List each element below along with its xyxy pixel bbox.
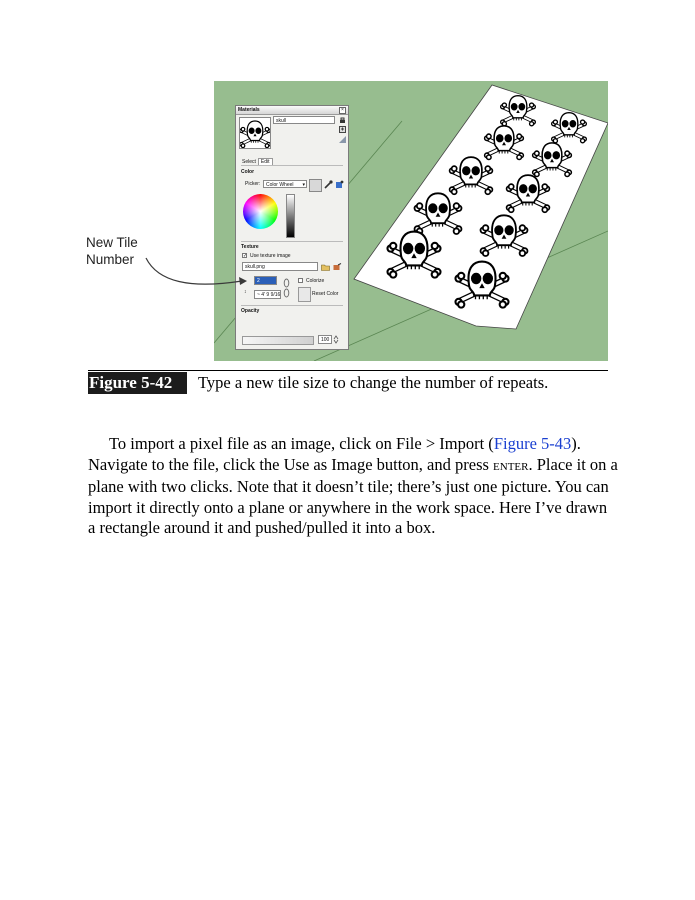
opacity-spinner-icon[interactable] <box>333 335 339 344</box>
reset-color-swatch[interactable] <box>298 287 311 302</box>
sample-paint-icon[interactable] <box>335 180 344 189</box>
paragraph-text-1: To import a pixel file as an image, click on File > Import ( <box>109 434 494 453</box>
paragraph-text-3: . Place it on a plane with two clicks. Note that it doesn’t tile; there’s just one picture. You can import it directly onto a plane or anywhere in the work space. Here I’ve drawn a rectangle around it and pushed/pulled it into a box. <box>88 454 618 537</box>
opacity-value-input[interactable]: 100 <box>318 335 332 344</box>
tile-height-input[interactable]: ~ 4' 9 9/16 <box>254 290 281 299</box>
panel-titlebar <box>236 106 348 115</box>
resize-arrows-icon: ↕ <box>244 289 247 295</box>
figure-caption <box>88 370 608 394</box>
body-text <box>88 434 618 539</box>
tab-select[interactable]: Select <box>242 159 256 165</box>
color-swatch <box>309 179 322 192</box>
picker-label: Picker: <box>245 181 261 187</box>
figure-number: Figure 5-42 <box>88 372 187 394</box>
link-chain-icon[interactable] <box>283 278 290 298</box>
callout-new-tile-number <box>86 234 138 268</box>
create-material-icon[interactable] <box>339 126 346 133</box>
figure-5-43-link[interactable]: Figure 5-43 <box>493 434 572 453</box>
divider <box>241 241 343 242</box>
colorize-checkbox[interactable] <box>298 278 303 283</box>
material-name-input[interactable]: skull <box>273 116 335 124</box>
figure-image <box>214 81 608 361</box>
default-material-icon[interactable] <box>339 136 346 143</box>
chevron-down-icon: ▾ <box>302 182 305 188</box>
tile-width-input[interactable]: 2 <box>254 276 277 285</box>
picker-select-value: Color Wheel <box>266 182 294 188</box>
colorize-label: Colorize <box>306 278 325 284</box>
panel-tabs <box>240 158 273 165</box>
callout-line-1: New Tile <box>86 235 138 250</box>
picker-select[interactable] <box>263 180 307 188</box>
eyedropper-icon[interactable] <box>324 180 333 189</box>
texture-section-label: Texture <box>241 244 259 250</box>
folder-icon[interactable] <box>321 263 330 271</box>
callout-line-2: Number <box>86 252 135 267</box>
close-icon[interactable]: × <box>339 107 346 114</box>
brightness-slider[interactable] <box>286 194 295 238</box>
material-preview-skull <box>239 117 271 149</box>
reset-color-label: Reset Color <box>312 291 339 297</box>
panel-title: Materials <box>238 107 260 113</box>
opacity-section-label: Opacity <box>241 308 260 314</box>
opacity-slider[interactable] <box>242 336 314 345</box>
paragraph <box>88 434 618 539</box>
materials-panel <box>235 105 349 350</box>
enter-key: ENTER <box>493 460 529 473</box>
divider <box>241 165 343 166</box>
paragraph-text-2: ). Navigate to the file, click the Use as Image button, and press <box>88 434 581 474</box>
use-texture-checkbox[interactable]: ✓ <box>243 253 248 259</box>
color-wheel[interactable] <box>243 194 278 229</box>
color-section-label: Color <box>241 169 255 175</box>
divider <box>241 305 343 306</box>
tab-edit[interactable]: Edit <box>258 158 273 165</box>
texture-file-field[interactable]: skull.png <box>242 262 318 271</box>
edit-texture-icon[interactable] <box>333 263 342 271</box>
caption-text: Type a new tile size to change the number of repeats. <box>198 373 549 392</box>
use-texture-label: Use texture image <box>250 253 291 259</box>
display-secondary-icon[interactable] <box>339 117 346 124</box>
